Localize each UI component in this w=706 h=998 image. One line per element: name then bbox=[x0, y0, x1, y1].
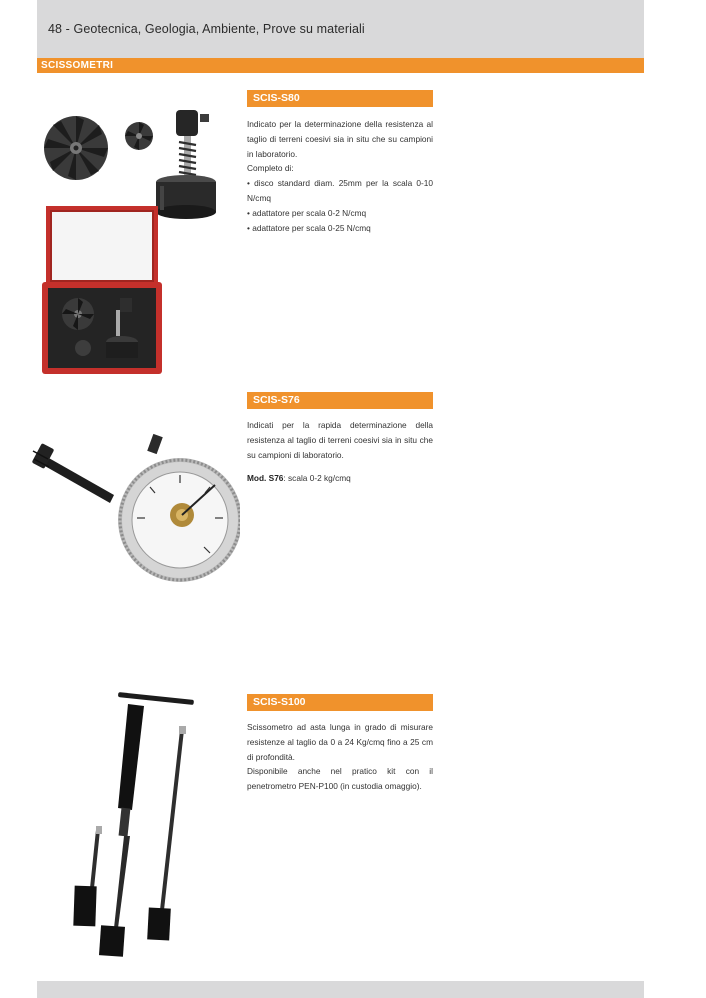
section-title: SCISSOMETRI bbox=[41, 60, 114, 71]
scis-s76-photo bbox=[30, 425, 240, 595]
section-band bbox=[37, 58, 644, 73]
description-text: Indicato per la determinazione della resistenza al taglio di terreni coesivi sia in situ che su campioni in laboratorio. bbox=[247, 119, 433, 159]
product-code: SCIS-S76 bbox=[253, 394, 300, 406]
product-header-scis-s76 bbox=[247, 392, 433, 409]
bullet-item: • adattatore per scala 0-2 N/cmq bbox=[247, 206, 433, 221]
pocket-vane-dial-icon bbox=[32, 434, 240, 582]
scis-s80-photo bbox=[36, 100, 236, 378]
bullet-item: • adattatore per scala 0-25 N/cmq bbox=[247, 221, 433, 236]
description-text: Completo di: bbox=[247, 163, 294, 174]
product-header-scis-s80 bbox=[247, 90, 433, 107]
vane-disc-small-icon bbox=[125, 122, 153, 150]
vane-disc-large-icon bbox=[44, 116, 108, 180]
model-label: Mod. S76 bbox=[247, 473, 284, 484]
model-text: : scala 0-2 kg/cmq bbox=[283, 473, 351, 484]
product-code: SCIS-S80 bbox=[253, 92, 300, 104]
page-title: 48 - Geotecnica, Geologia, Ambiente, Prove su materiali bbox=[48, 22, 365, 36]
footer-bar bbox=[37, 981, 644, 998]
description-text: Indicati per la rapida determinazione della resistenza al taglio di terreni coesivi sia in situ che su campioni di laboratorio. bbox=[247, 420, 433, 460]
bullet-item: • disco standard diam. 25mm per la scala 0-10 N/cmq bbox=[247, 176, 433, 206]
long-rod-vane-icon bbox=[73, 692, 194, 957]
model-line bbox=[247, 471, 433, 486]
product-code: SCIS-S100 bbox=[253, 696, 306, 708]
product-description-scis-s80 bbox=[247, 117, 433, 235]
description-text: Scissometro ad asta lunga in grado di misurare resistenze al taglio da 0 a 24 Kg/cmq fino a 25 cm di profondità. bbox=[247, 722, 433, 762]
product-header-scis-s100 bbox=[247, 694, 433, 711]
description-text: Disponibile anche nel pratico kit con il penetrometro PEN-P100 (in custodia omaggio). bbox=[247, 766, 433, 792]
scis-s100-photo bbox=[60, 690, 200, 962]
product-description-scis-s100 bbox=[247, 720, 433, 794]
torque-head-icon bbox=[156, 110, 216, 219]
product-description-scis-s76 bbox=[247, 418, 433, 486]
red-case-icon bbox=[42, 206, 162, 374]
